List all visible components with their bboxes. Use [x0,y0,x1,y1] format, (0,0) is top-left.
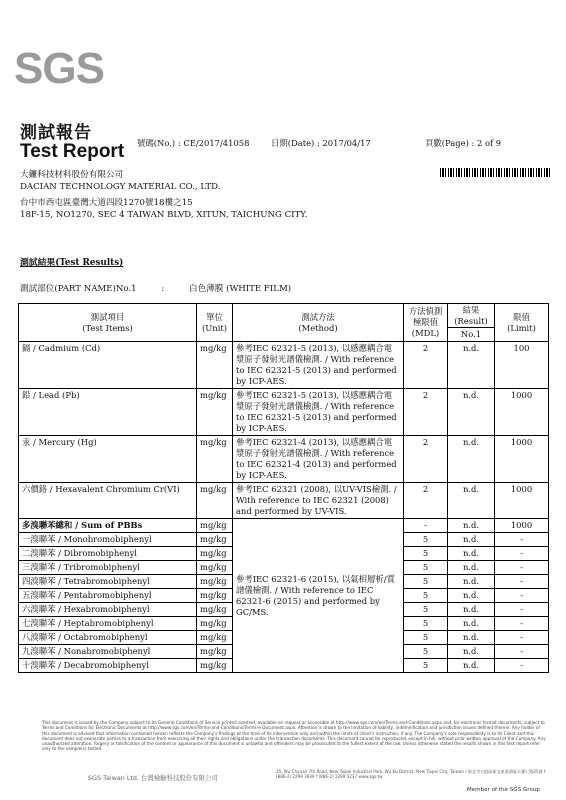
report-title-en: Test Report [20,141,125,162]
sgs-logo [14,44,110,94]
header-sample-no: No.1 [448,328,495,342]
cell-result: n.d. [448,519,495,533]
cell-limit: 1000 [495,389,549,436]
cell-item: 八溴聯苯 / Octabromobiphenyl [19,631,197,645]
cell-unit: mg/kg [197,483,233,519]
table-row [19,519,549,533]
cell-result: n.d. [448,659,495,673]
cell-unit: mg/kg [197,519,233,533]
cell-limit: 100 [495,342,549,389]
cell-item: 一溴聯苯 / Monobromobiphenyl [19,533,197,547]
cell-result: n.d. [448,561,495,575]
cell-item: 七溴聯苯 / Heptabromobiphenyl [19,617,197,631]
cell-item: 六溴聯苯 / Hexabromobiphenyl [19,603,197,617]
client-address-en: 18F-15, NO1270, SEC 4 TAIWAN BLVD, XITUN, TAICHUNG CITY. [20,210,308,220]
table-row [19,389,549,436]
part-name-line [20,282,291,294]
cell-limit: - [495,533,549,547]
header-result [448,304,495,328]
part-value: 白色薄膜 (WHITE FILM) [188,284,292,294]
client-name-cn: 大鐮科技材料股份有限公司 [20,170,124,180]
header-result-cn: 結果 [462,305,480,315]
barcode [440,168,552,177]
cell-item: 四溴聯苯 / Tetrabromobiphenyl [19,575,197,589]
footer-disclaimer: This document is issued by the Company subject to its General Conditions of Service printed overleaf, available on request or accessible at http://www.sgs.com/en/Terms-and-Conditions.aspx and, for electronic format documents, subject to Terms and Conditions for Electronic Documents at http://www.sgs.com/en/Terms-and-Conditions/Terms-e-Document.aspx. Attention is drawn to the limitation of liability, indemnification and jurisdiction issues defined therein. Any holder of this document is advised that information contained hereon reflects the Company's findings at the time of its intervention only and within the limits of client's instruction, if any. The Company's sole responsibility is to its Client and this document does not exonerate parties to a transaction from exercising all their rights and obligations under the transaction documents. This document cannot be reproduced, except in full, without prior written approval of the Company. Any unauthorized alteration, forgery or falsification of the content or appearance of this document is unlawful and offenders may be prosecuted to the fullest extent of the law. Unless otherwise stated the results shown in this test report refer only to the sample(s) tested. [42,720,546,752]
part-label: 測試部位(PART NAME)No.1 [20,284,137,294]
header-item-en: (Test Items) [82,322,133,333]
cell-mdl: 5 [404,631,448,645]
header-mdl-en: (MDL) [411,328,440,338]
results-title: 測試結果(Test Results) [20,258,124,268]
cell-mdl: 5 [404,533,448,547]
cell-unit: mg/kg [197,603,233,617]
cell-limit: - [495,617,549,631]
header-limit-en: (Limit) [507,322,536,333]
cell-limit: - [495,589,549,603]
header-method [233,304,404,342]
cell-result: n.d. [448,389,495,436]
client-name-en: DACIAN TECHNOLOGY MATERIAL CO., LTD. [20,182,221,192]
cell-unit: mg/kg [197,342,233,389]
cell-mdl: - [404,519,448,533]
cell-limit: - [495,547,549,561]
header-unit-cn: 單位 [206,311,223,322]
header-mdl [404,304,448,342]
cell-item: 三溴聯苯 / Tribromobiphenyl [19,561,197,575]
footer-company: SGS Taiwan Ltd. 台灣檢驗科技股份有限公司 [88,774,218,782]
cell-item: 二溴聯苯 / Dibromobiphenyl [19,547,197,561]
report-number: 號碼(No.) : CE/2017/41058 [137,138,250,148]
header-result-en: (Result) [454,316,488,326]
header-limit-cn: 限值 [513,311,530,322]
page-number: 頁數(Page) : 2 of 9 [425,138,502,148]
header-unit-en: (Unit) [201,322,228,333]
cell-result: n.d. [448,547,495,561]
cell-mdl: 5 [404,645,448,659]
cell-unit: mg/kg [197,589,233,603]
cell-limit: - [495,631,549,645]
cell-mdl: 2 [404,436,448,483]
table-row [19,483,549,519]
cell-limit: - [495,645,549,659]
cell-result: n.d. [448,631,495,645]
cell-mdl: 5 [404,547,448,561]
cell-item: 九溴聯苯 / Nonabromobiphenyl [19,645,197,659]
table-row [19,342,549,389]
cell-result: n.d. [448,483,495,519]
cell-unit: mg/kg [197,547,233,561]
cell-mdl: 5 [404,561,448,575]
header-test-items [19,304,197,342]
table-row [19,436,549,483]
cell-mdl: 5 [404,589,448,603]
logo-text: SGS [14,44,104,93]
footer-address: 25, Wu Chyuan 7th Road, New Taipei Industrial Park, Wu Ku District, New Taipei City, Taiwan / 新北市五股區新北產業園區五權七路25號 t (886-2) 2299 3939 f (886-2) 2299 3237 www.sgs.tw [276,769,546,780]
table-header-row [19,304,549,328]
header-mdl-cn: 方法偵測極限值 [408,306,443,327]
part-separator: : [161,284,165,294]
cell-unit: mg/kg [197,575,233,589]
cell-mdl: 5 [404,659,448,673]
cell-item: 汞 / Mercury (Hg) [19,436,197,483]
cell-method-pbb: 參考IEC 62321-6 (2015), 以氣相層析/質譜儀檢測. / With reference to IEC 62321-6 (2015) and performed by GC/MS. [233,519,404,673]
cell-item: 六價鉻 / Hexavalent Chromium Cr(VI) [19,483,197,519]
cell-result: n.d. [448,436,495,483]
cell-item: 鎘 / Cadmium (Cd) [19,342,197,389]
cell-limit: - [495,561,549,575]
cell-mdl: 2 [404,389,448,436]
cell-unit: mg/kg [197,645,233,659]
cell-mdl: 5 [404,617,448,631]
cell-item: 鉛 / Lead (Pb) [19,389,197,436]
cell-limit: - [495,603,549,617]
cell-method: 參考IEC 62321 (2008), 以UV-VIS檢測. / With reference to IEC 62321 (2008) and performed by UV-VIS. [233,483,404,519]
header-unit [197,304,233,342]
cell-method: 參考IEC 62321-5 (2013), 以感應耦合電漿原子發射光譜儀檢測. / With reference to IEC 62321-5 (2013) and performed by ICP-AES. [233,389,404,436]
client-address-cn: 台中市西屯區臺灣大道四段1270號18樓之15 [20,198,193,208]
cell-method: 參考IEC 62321-4 (2013), 以感應耦合電漿原子發射光譜儀檢測. / With reference to IEC 62321-4 (2013) and performed by ICP-AES. [233,436,404,483]
header-method-en: (Method) [298,322,338,333]
cell-method: 參考IEC 62321-5 (2013), 以感應耦合電漿原子發射光譜儀檢測. / With reference to IEC 62321-5 (2013) and performed by ICP-AES. [233,342,404,389]
cell-result: n.d. [448,603,495,617]
cell-limit: 1000 [495,519,549,533]
report-date: 日期(Date) : 2017/04/17 [271,138,371,148]
report-title-cn: 測試報告 [20,123,92,143]
cell-limit: 1000 [495,483,549,519]
header-method-cn: 測試方法 [301,311,335,322]
cell-mdl: 5 [404,575,448,589]
cell-item: 十溴聯苯 / Decabromobiphenyl [19,659,197,673]
member-of-sgs: Member of the SGS Group [466,787,540,793]
cell-item: 多溴聯苯總和 / Sum of PBBs [19,519,197,533]
cell-unit: mg/kg [197,436,233,483]
cell-result: n.d. [448,645,495,659]
cell-unit: mg/kg [197,659,233,673]
cell-result: n.d. [448,589,495,603]
cell-unit: mg/kg [197,389,233,436]
cell-result: n.d. [448,342,495,389]
cell-limit: 1000 [495,436,549,483]
header-item-cn: 測試項目 [90,311,125,322]
cell-unit: mg/kg [197,631,233,645]
cell-unit: mg/kg [197,533,233,547]
cell-unit: mg/kg [197,561,233,575]
cell-mdl: 2 [404,483,448,519]
cell-mdl: 2 [404,342,448,389]
cell-unit: mg/kg [197,617,233,631]
results-table [18,303,549,673]
cell-result: n.d. [448,617,495,631]
header-limit [495,304,549,342]
cell-limit: - [495,575,549,589]
cell-item: 五溴聯苯 / Pentabromobiphenyl [19,589,197,603]
cell-result: n.d. [448,575,495,589]
cell-mdl: 5 [404,603,448,617]
cell-result: n.d. [448,533,495,547]
cell-limit: - [495,659,549,673]
